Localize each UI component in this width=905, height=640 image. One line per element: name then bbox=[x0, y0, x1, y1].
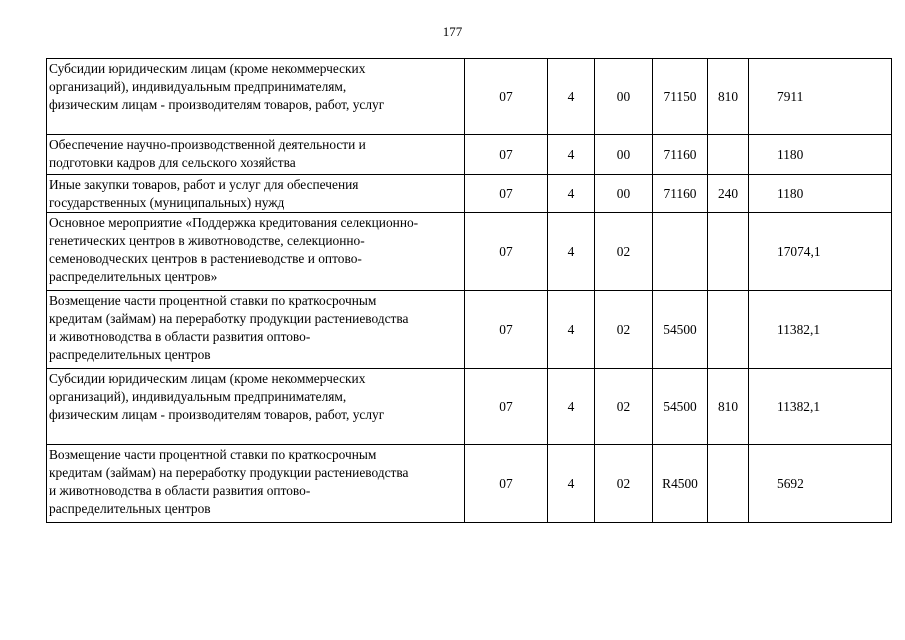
direction-code-cell: 71160 bbox=[653, 135, 708, 175]
expense-type-code-cell: 810 bbox=[708, 59, 749, 135]
expense-name-cell bbox=[47, 213, 465, 291]
subprogram-code-cell: 4 bbox=[548, 135, 595, 175]
expense-name-line: физическим лицам - производителям товаров, работ, услуг bbox=[49, 97, 385, 112]
expense-name-line: Возмещение части процентной ставки по краткосрочным bbox=[49, 293, 377, 308]
direction-code-cell: 71160 bbox=[653, 175, 708, 213]
expense-name-cell bbox=[47, 445, 465, 523]
table-row bbox=[47, 213, 892, 291]
subprogram-code-cell: 4 bbox=[548, 59, 595, 135]
program-code-cell: 07 bbox=[465, 369, 548, 445]
expense-name-line: кредитам (займам) на переработку продукции растениеводства bbox=[49, 465, 409, 480]
main-event-code-cell: 02 bbox=[595, 369, 653, 445]
amount-cell: 11382,1 bbox=[749, 291, 892, 369]
expense-type-code-cell bbox=[708, 291, 749, 369]
expense-name-line: и животноводства в области развития оптово- bbox=[49, 329, 311, 344]
expense-type-code-cell: 240 bbox=[708, 175, 749, 213]
amount-cell: 11382,1 bbox=[749, 369, 892, 445]
subprogram-code-cell: 4 bbox=[548, 175, 595, 213]
expense-type-code-cell bbox=[708, 135, 749, 175]
expense-name-line: распределительных центров bbox=[49, 501, 211, 516]
expense-name-line: и животноводства в области развития оптово- bbox=[49, 483, 311, 498]
program-code-cell: 07 bbox=[465, 445, 548, 523]
expense-name-line: физическим лицам - производителям товаров, работ, услуг bbox=[49, 407, 385, 422]
expense-name-line: государственных (муниципальных) нужд bbox=[49, 195, 285, 210]
program-code-cell: 07 bbox=[465, 135, 548, 175]
expense-type-code-cell bbox=[708, 213, 749, 291]
main-event-code-cell: 02 bbox=[595, 291, 653, 369]
amount-cell: 1180 bbox=[749, 135, 892, 175]
subprogram-code-cell: 4 bbox=[548, 369, 595, 445]
subprogram-code-cell: 4 bbox=[548, 291, 595, 369]
expense-name-line: организаций), индивидуальным предпринимателям, bbox=[49, 79, 347, 94]
subprogram-code-cell: 4 bbox=[548, 213, 595, 291]
table-row bbox=[47, 135, 892, 175]
direction-code-cell: 54500 bbox=[653, 369, 708, 445]
table-row bbox=[47, 175, 892, 213]
expense-name-cell bbox=[47, 175, 465, 213]
amount-cell: 5692 bbox=[749, 445, 892, 523]
expense-name-line: распределительных центров» bbox=[49, 269, 218, 284]
expense-type-code-cell bbox=[708, 445, 749, 523]
main-event-code-cell: 00 bbox=[595, 135, 653, 175]
expense-name-line: кредитам (займам) на переработку продукции растениеводства bbox=[49, 311, 409, 326]
amount-cell: 17074,1 bbox=[749, 213, 892, 291]
expense-name-line: Иные закупки товаров, работ и услуг для обеспечения bbox=[49, 177, 359, 192]
expense-name-line: подготовки кадров для сельского хозяйства bbox=[49, 155, 296, 170]
direction-code-cell: 54500 bbox=[653, 291, 708, 369]
amount-cell: 1180 bbox=[749, 175, 892, 213]
expense-name-line: Обеспечение научно-производственной деятельности и bbox=[49, 137, 366, 152]
program-code-cell: 07 bbox=[465, 175, 548, 213]
table-row bbox=[47, 291, 892, 369]
expense-name-line: организаций), индивидуальным предпринимателям, bbox=[49, 389, 347, 404]
table-row bbox=[47, 59, 892, 135]
expense-name-cell bbox=[47, 135, 465, 175]
main-event-code-cell: 00 bbox=[595, 59, 653, 135]
program-code-cell: 07 bbox=[465, 59, 548, 135]
expense-type-code-cell: 810 bbox=[708, 369, 749, 445]
expense-name-cell bbox=[47, 59, 465, 135]
expense-name-line: Субсидии юридическим лицам (кроме некоммерческих bbox=[49, 61, 366, 76]
main-event-code-cell: 02 bbox=[595, 445, 653, 523]
expense-name-line: Возмещение части процентной ставки по краткосрочным bbox=[49, 447, 377, 462]
program-code-cell: 07 bbox=[465, 291, 548, 369]
direction-code-cell: 71150 bbox=[653, 59, 708, 135]
expense-name-line: Субсидии юридическим лицам (кроме некоммерческих bbox=[49, 371, 366, 386]
main-event-code-cell: 02 bbox=[595, 213, 653, 291]
expense-name-line: распределительных центров bbox=[49, 347, 211, 362]
expense-name-cell bbox=[47, 291, 465, 369]
table-row bbox=[47, 445, 892, 523]
subprogram-code-cell: 4 bbox=[548, 445, 595, 523]
amount-cell: 7911 bbox=[749, 59, 892, 135]
page-number: 177 bbox=[442, 24, 463, 39]
main-event-code-cell: 00 bbox=[595, 175, 653, 213]
budget-table bbox=[46, 58, 892, 523]
expense-name-line: семеноводческих центров в растениеводстве и оптово- bbox=[49, 251, 362, 266]
direction-code-cell bbox=[653, 213, 708, 291]
table-row bbox=[47, 369, 892, 445]
expense-name-line: генетических центров в животноводстве, селекционно- bbox=[49, 233, 365, 248]
expense-name-line: Основное мероприятие «Поддержка кредитования селекционно- bbox=[49, 215, 419, 230]
program-code-cell: 07 bbox=[465, 213, 548, 291]
expense-name-cell bbox=[47, 369, 465, 445]
direction-code-cell: R4500 bbox=[653, 445, 708, 523]
